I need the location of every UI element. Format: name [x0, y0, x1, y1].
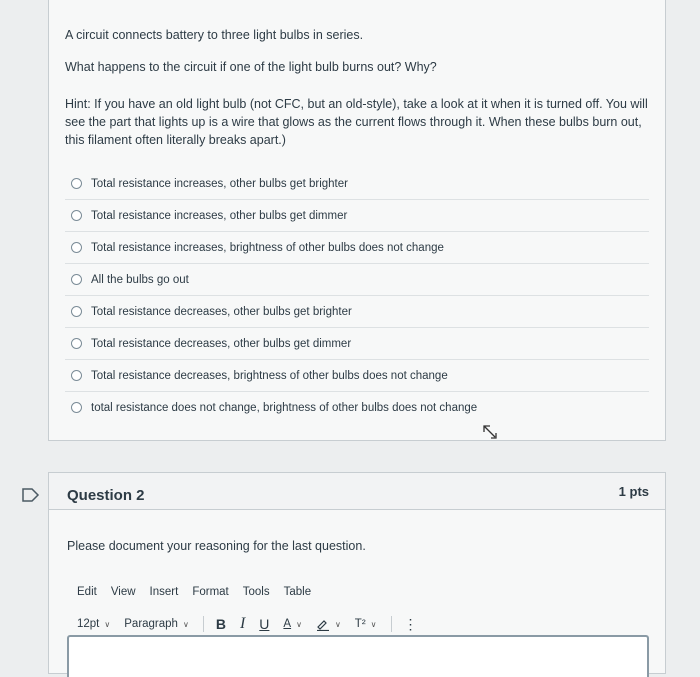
- block-format-value: Paragraph: [124, 618, 178, 630]
- radio-button[interactable]: [71, 242, 82, 253]
- answer-list: [65, 168, 649, 423]
- more-options-icon[interactable]: ⋮: [403, 615, 418, 632]
- radio-button[interactable]: [71, 306, 82, 317]
- chevron-down-icon: ∨: [334, 619, 341, 629]
- highlighter-icon: [316, 618, 330, 631]
- radio-button[interactable]: [71, 178, 82, 189]
- editor-toolbar: [77, 615, 432, 633]
- menu-tools[interactable]: Tools: [242, 586, 270, 598]
- italic-button[interactable]: I: [239, 615, 246, 632]
- text-color-icon: A: [283, 618, 292, 630]
- menu-edit[interactable]: Edit: [77, 586, 97, 598]
- radio-button[interactable]: [71, 402, 82, 413]
- answer-label: Total resistance decreases, brightness of other bulbs does not change: [91, 369, 448, 382]
- font-size-value: 12pt: [77, 618, 100, 630]
- answer-label: Total resistance decreases, other bulbs get dimmer: [91, 337, 352, 350]
- highlight-color-button[interactable]: [316, 618, 341, 631]
- question-hint: Hint: If you have an old light bulb (not CFC, but an old-style), take a look at it when it is turned off. You will see the part that lights up is a wire that glows as the current flows through it. When these bulbs burn out, this filament often literally breaks apart.): [65, 97, 648, 147]
- answer-option-4[interactable]: [65, 264, 649, 296]
- chevron-down-icon: ∨: [182, 619, 189, 629]
- menu-format[interactable]: Format: [192, 586, 229, 598]
- question-title: Question 2: [67, 487, 145, 504]
- superscript-button[interactable]: [355, 618, 377, 630]
- toolbar-divider: [391, 616, 392, 632]
- toolbar-divider: [203, 616, 204, 632]
- chevron-down-icon: ∨: [104, 619, 111, 629]
- answer-option-3[interactable]: [65, 232, 649, 264]
- question-2-card: [48, 472, 666, 674]
- radio-button[interactable]: [71, 338, 82, 349]
- question-prompt: What happens to the circuit if one of the light bulb burns out? Why?: [65, 60, 437, 74]
- question-points: 1 pts: [618, 484, 649, 499]
- text-color-button[interactable]: [283, 618, 302, 630]
- question-1-card: [48, 0, 666, 441]
- answer-option-7[interactable]: [65, 360, 649, 392]
- radio-button[interactable]: [71, 210, 82, 221]
- bold-button[interactable]: B: [215, 616, 226, 632]
- question-2-prompt: Please document your reasoning for the last question.: [67, 539, 366, 553]
- underline-button[interactable]: U: [259, 616, 270, 632]
- mouse-cursor-icon: [482, 424, 500, 444]
- menu-insert[interactable]: Insert: [149, 586, 179, 598]
- answer-label: total resistance does not change, brightness of other bulbs does not change: [91, 401, 478, 414]
- editor-menubar: [77, 586, 325, 598]
- answer-option-1[interactable]: [65, 168, 649, 200]
- question-flag-icon[interactable]: [22, 488, 40, 502]
- font-size-select[interactable]: [77, 618, 110, 630]
- menu-table[interactable]: Table: [283, 586, 312, 598]
- question-2-header: [49, 473, 665, 510]
- answer-option-6[interactable]: [65, 328, 649, 360]
- radio-button[interactable]: [71, 370, 82, 381]
- answer-label: All the bulbs go out: [91, 273, 189, 286]
- answer-label: Total resistance increases, other bulbs get brighter: [91, 177, 348, 190]
- answer-label: Total resistance decreases, other bulbs get brighter: [91, 305, 352, 318]
- answer-option-2[interactable]: [65, 200, 649, 232]
- chevron-down-icon: ∨: [296, 619, 302, 629]
- menu-view[interactable]: View: [110, 586, 136, 598]
- answer-label: Total resistance increases, brightness of other bulbs does not change: [91, 241, 444, 254]
- answer-option-5[interactable]: [65, 296, 649, 328]
- question-text: A circuit connects battery to three light bulbs in series.: [65, 28, 364, 42]
- answer-option-8[interactable]: [65, 392, 649, 423]
- answer-label: Total resistance increases, other bulbs get dimmer: [91, 209, 348, 222]
- block-format-select[interactable]: [124, 618, 189, 630]
- chevron-down-icon: ∨: [370, 619, 377, 629]
- superscript-icon: T²: [354, 618, 366, 630]
- radio-button[interactable]: [71, 274, 82, 285]
- rich-text-editor[interactable]: [67, 635, 649, 677]
